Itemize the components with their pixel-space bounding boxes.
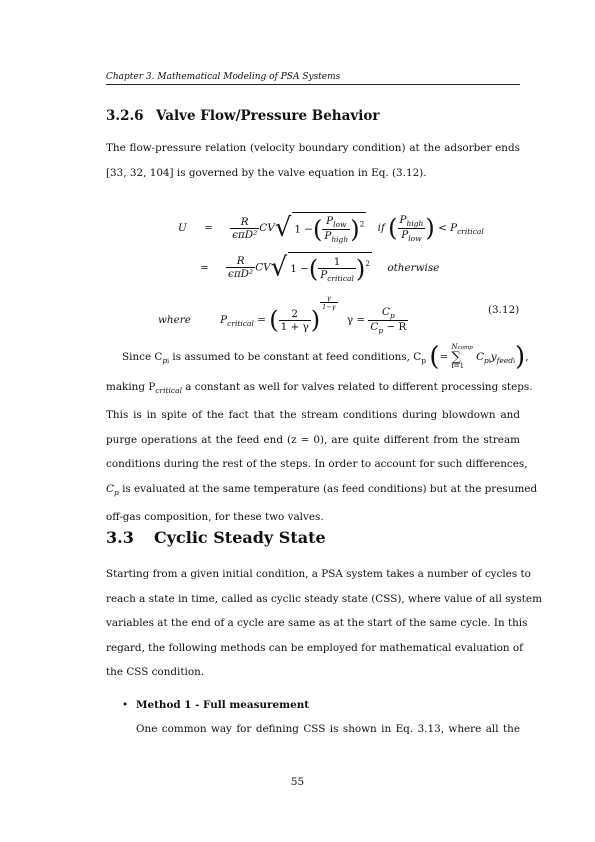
p-critical-def: $P_{critical}$ [220, 314, 254, 328]
p-critical: $P_{critical}$ [450, 222, 484, 236]
text-line: conditions during the rest of the steps. In order to account for such differences, [106, 458, 528, 470]
fraction-gamma: $\frac{C_p}{C_p - R}$ [370, 305, 407, 335]
page-number: 55 [290, 776, 305, 788]
section-title: Valve Flow/Pressure Behavior [156, 108, 380, 124]
section-number: 3.2.6 [106, 108, 144, 124]
if-word: if [377, 222, 385, 234]
fraction-two: $\frac{2}{1 + \gamma}$ [280, 307, 309, 333]
paragraph-valve-intro [106, 136, 520, 185]
fraction-r: $\frac{R}{\text{ϵπD²}}$ [232, 215, 258, 241]
text-line: Starting from a given initial condition, a PSA system takes a number of cycles to [106, 568, 531, 580]
gamma-eq: γ = [346, 314, 366, 326]
sqrt-sign: √ [274, 213, 292, 243]
sqrt-body: 1 −( $\frac{1}{P_{critical}}$ )$^2$ [288, 252, 372, 283]
bullet-item-method-1 [122, 699, 309, 711]
cv: CV [255, 261, 271, 274]
cv: CV [259, 222, 275, 234]
text-line-css-definition: One common way for defining CSS is shown in Eq. 3.13, where all the [136, 723, 520, 735]
section-heading-3-3 [106, 528, 326, 547]
running-header: Chapter 3. Mathematical Modeling of PSA Systems [106, 72, 341, 82]
exponent: $\frac{\gamma}{1-\gamma}$ [322, 294, 336, 311]
equation-line-1: U = $\frac{R}{\text{ϵπD²}}$ CV√ 1 −( $\frac{P_{low}}{P_{high}}$ )$^2$ if ( $\frac{P_{high}}{P_{low}}$ ) < $P_{critical}$ [178, 213, 484, 244]
eq-sign: = [257, 314, 266, 326]
equation-line-3: where $P_{critical}$ = ( $\frac{2}{1 + \gamma}$ ) $\frac{\gamma}{1-\gamma}$ γ = $\frac{C_p}{C_p - R}$ [158, 294, 407, 335]
text-line: The flow-pressure relation (velocity boundary condition) at the adsorber ends [106, 142, 520, 154]
bullet-icon: • [122, 699, 129, 711]
text-line: [33, 32, 104] is governed by the valve equation in Eq. (3.12). [106, 166, 427, 179]
fraction-high-low: $\frac{P_{high}}{P_{low}}$ [399, 213, 424, 243]
paragraph-css-intro [106, 562, 542, 685]
text-line: purge operations at the feed end (z = 0), are quite different from the stream [106, 433, 520, 446]
equation-line-2 [200, 252, 439, 283]
eq-sign: = [200, 261, 209, 274]
otherwise-word: otherwise [387, 261, 440, 274]
header-rule [106, 84, 520, 85]
text-line: reach a state in time, called as cyclic steady state (CSS), where value of all system [106, 592, 542, 605]
text-line: This is in spite of the fact that the stream conditions during blowdown and [106, 409, 520, 421]
paragraph-cp-explanation [106, 341, 538, 530]
text-line: regard, the following methods can be employed for mathematical evaluation of [106, 641, 524, 654]
section-title: Cyclic Steady State [154, 528, 326, 547]
equation-number: (3.12) [488, 304, 520, 316]
eq-lhs: U [178, 222, 187, 234]
text-line: variables at the end of a cycle are same as at the start of the same cycle. In this [106, 617, 528, 629]
text-line: the CSS condition. [106, 666, 205, 678]
bullet-label: Method 1 - Full measurement [136, 699, 310, 711]
eq-sign: = [204, 222, 213, 234]
text-line: $C_p$ is evaluated at the same temperature (as feed conditions) but at the presumed [106, 482, 538, 497]
text-line: Since $C_{pi}$ is assumed to be constant at feed conditions, $C_p$ (= Ncomp ∑ i=1 $C_{pi}y_{feedi}$), [122, 341, 529, 372]
fraction-r: $\frac{R}{\text{ϵπD²}}$ [228, 255, 254, 280]
summation: Ncomp ∑ i=1 [451, 343, 473, 370]
where-word: where [158, 314, 191, 326]
section-heading-3-2-6 [106, 108, 379, 124]
less-than: < [438, 222, 447, 234]
section-number: 3.3 [106, 528, 134, 547]
text-line: making $P_{critical}$ a constant as well for valves related to different processing steps. [106, 380, 533, 395]
sqrt-body: 1 −( $\frac{P_{low}}{P_{high}}$ )$^2$ [292, 212, 366, 244]
sqrt-sign: √ [270, 252, 288, 283]
text-line: off-gas composition, for these two valves. [106, 511, 324, 523]
